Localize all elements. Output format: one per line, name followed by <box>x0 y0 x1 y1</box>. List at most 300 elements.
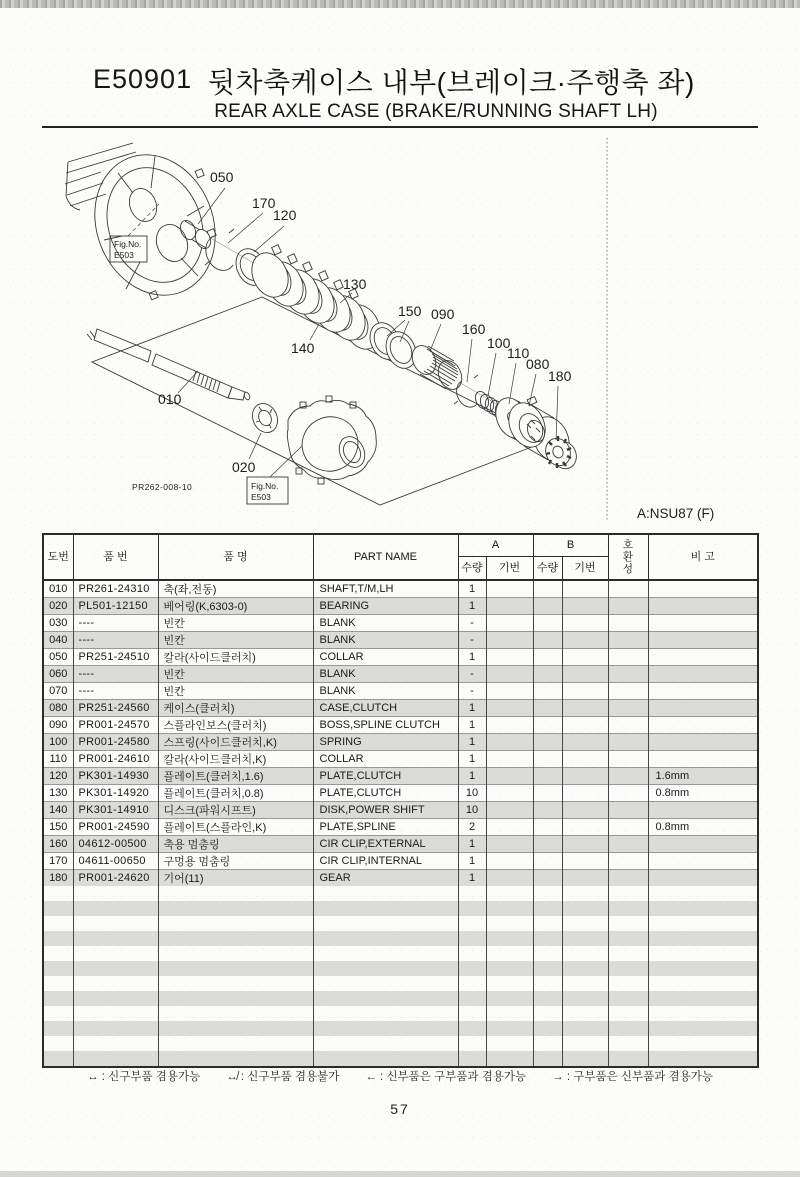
cell-part-name: PLATE,CLUTCH <box>313 785 458 802</box>
cell-qty-b <box>533 802 562 819</box>
cell-note <box>648 615 758 632</box>
cell-name-ko: 플레이트(클러치,1.6) <box>158 768 313 785</box>
drawing-number: PR262-008-10 <box>132 482 193 492</box>
empty-cell <box>562 961 608 976</box>
empty-cell <box>73 961 158 976</box>
empty-cell <box>608 976 648 991</box>
cell-no: 020 <box>43 598 73 615</box>
cell-serial-b <box>562 615 608 632</box>
cell-qty-b <box>533 683 562 700</box>
empty-cell <box>458 1051 486 1067</box>
cell-serial-b <box>562 853 608 870</box>
cell-name-ko: 플레이트(클러치,0.8) <box>158 785 313 802</box>
cell-serial-b <box>562 768 608 785</box>
cell-part-name: CIR CLIP,EXTERNAL <box>313 836 458 853</box>
cell-no: 150 <box>43 819 73 836</box>
empty-cell <box>562 1006 608 1021</box>
shaft-010-drawing <box>87 329 251 401</box>
cell-compat <box>608 666 648 683</box>
cell-part-no: ---- <box>73 615 158 632</box>
empty-cell <box>533 931 562 946</box>
cell-no: 090 <box>43 717 73 734</box>
cell-compat <box>608 683 648 700</box>
cell-compat <box>608 632 648 649</box>
callout-160: 160 <box>462 321 486 337</box>
cell-serial-b <box>562 580 608 598</box>
empty-cell <box>562 991 608 1006</box>
empty-table-row <box>43 1051 758 1067</box>
empty-cell <box>608 1051 648 1067</box>
cell-serial-a <box>486 870 533 887</box>
cell-part-no: PR251-24560 <box>73 700 158 717</box>
empty-cell <box>533 976 562 991</box>
empty-cell <box>458 1021 486 1036</box>
cell-part-no: PK301-14930 <box>73 768 158 785</box>
cell-compat <box>608 768 648 785</box>
cell-serial-a <box>486 666 533 683</box>
empty-cell <box>458 931 486 946</box>
cell-qty-b <box>533 666 562 683</box>
cell-part-no: PR251-24510 <box>73 649 158 666</box>
cell-part-no: PR001-24610 <box>73 751 158 768</box>
cell-no: 070 <box>43 683 73 700</box>
cell-note <box>648 700 758 717</box>
empty-cell <box>608 961 648 976</box>
legend-item: ↮ : 신구부품 겸용불가 <box>226 1071 340 1083</box>
empty-cell <box>648 916 758 931</box>
cell-name-ko: 칼라(사이드클러치) <box>158 649 313 666</box>
empty-cell <box>73 976 158 991</box>
cell-serial-b <box>562 785 608 802</box>
empty-cell <box>533 1006 562 1021</box>
table-row <box>43 615 758 632</box>
page-title-english: REAR AXLE CASE (BRAKE/RUNNING SHAFT LH) <box>214 101 658 122</box>
header-no: 도번 <box>43 534 73 580</box>
compatibility-legend <box>0 1068 800 1084</box>
empty-cell <box>608 931 648 946</box>
cell-qty-a: 1 <box>458 836 486 853</box>
cell-qty-a: 10 <box>458 785 486 802</box>
fig-no-value-1: E503 <box>114 250 134 260</box>
callout-020: 020 <box>232 459 256 475</box>
empty-table-row <box>43 1006 758 1021</box>
empty-cell <box>562 901 608 916</box>
cell-note <box>648 649 758 666</box>
cell-part-name: BLANK <box>313 632 458 649</box>
fig-no-value-2: E503 <box>251 492 271 502</box>
cell-serial-b <box>562 836 608 853</box>
table-row <box>43 751 758 768</box>
table-row <box>43 700 758 717</box>
legend-item: ← : 신부품은 구부품과 겸용가능 <box>365 1071 527 1083</box>
cell-serial-a <box>486 598 533 615</box>
fig-no-label-2: Fig.No. <box>251 481 279 491</box>
empty-cell <box>562 886 608 901</box>
empty-cell <box>43 1036 73 1051</box>
cell-name-ko: 빈칸 <box>158 615 313 632</box>
callout-050: 050 <box>210 169 234 185</box>
table-row <box>43 836 758 853</box>
cell-compat <box>608 819 648 836</box>
cell-part-name: PLATE,SPLINE <box>313 819 458 836</box>
empty-cell <box>458 991 486 1006</box>
empty-cell <box>158 901 313 916</box>
cell-part-no: ---- <box>73 632 158 649</box>
cell-note <box>648 836 758 853</box>
callout-150: 150 <box>398 303 422 319</box>
cell-name-ko: 스플라인보스(클러치) <box>158 717 313 734</box>
cell-compat <box>608 598 648 615</box>
empty-cell <box>73 931 158 946</box>
cell-qty-a: 1 <box>458 580 486 598</box>
axle-cover-drawing <box>287 396 376 484</box>
empty-cell <box>158 946 313 961</box>
cell-part-no: PR001-24580 <box>73 734 158 751</box>
empty-cell <box>313 946 458 961</box>
page-title-korean: 뒷차축케이스 내부(브레이크·주행축 좌) <box>208 67 695 98</box>
empty-table-row <box>43 886 758 901</box>
empty-table-row <box>43 1021 758 1036</box>
cell-serial-b <box>562 666 608 683</box>
cell-serial-a <box>486 768 533 785</box>
cell-serial-a <box>486 717 533 734</box>
empty-cell <box>458 946 486 961</box>
parts-table <box>42 533 759 1068</box>
cell-name-ko: 축용 멈춤링 <box>158 836 313 853</box>
empty-cell <box>313 886 458 901</box>
empty-cell <box>562 976 608 991</box>
cell-serial-b <box>562 751 608 768</box>
cell-name-ko: 빈칸 <box>158 632 313 649</box>
empty-cell <box>158 976 313 991</box>
empty-cell <box>43 961 73 976</box>
scan-edge-top <box>0 0 800 8</box>
cell-qty-a: 1 <box>458 751 486 768</box>
cell-note: 0.8mm <box>648 785 758 802</box>
empty-cell <box>313 976 458 991</box>
empty-cell <box>648 991 758 1006</box>
callout-120: 120 <box>273 207 297 223</box>
empty-cell <box>486 976 533 991</box>
cell-compat <box>608 717 648 734</box>
empty-table-row <box>43 976 758 991</box>
parts-table-body <box>43 580 758 1067</box>
header-group-a: A <box>458 534 533 557</box>
empty-cell <box>313 901 458 916</box>
cell-qty-b <box>533 649 562 666</box>
cell-serial-b <box>562 598 608 615</box>
page-number: 57 <box>390 1101 410 1117</box>
cell-qty-a: 1 <box>458 870 486 887</box>
cell-qty-b <box>533 785 562 802</box>
cell-qty-a: 1 <box>458 734 486 751</box>
cell-part-no: PL501-12150 <box>73 598 158 615</box>
empty-cell <box>486 961 533 976</box>
empty-cell <box>313 931 458 946</box>
cell-name-ko: 디스크(파워시프트) <box>158 802 313 819</box>
cell-serial-a <box>486 615 533 632</box>
empty-cell <box>648 1051 758 1067</box>
section-code: E50901 <box>93 64 193 94</box>
empty-cell <box>458 961 486 976</box>
cell-part-name: SHAFT,T/M,LH <box>313 580 458 598</box>
cell-note <box>648 751 758 768</box>
callout-170: 170 <box>252 195 276 211</box>
legend-item: → : 구부품은 신부품과 겸용가능 <box>552 1071 713 1083</box>
cell-name-ko: 칼라(사이드클러치,K) <box>158 751 313 768</box>
empty-table-row <box>43 931 758 946</box>
empty-cell <box>43 886 73 901</box>
empty-cell <box>562 1051 608 1067</box>
cell-part-name: DISK,POWER SHIFT <box>313 802 458 819</box>
empty-cell <box>313 1051 458 1067</box>
cell-serial-a <box>486 802 533 819</box>
cell-qty-a: 1 <box>458 853 486 870</box>
empty-cell <box>73 1021 158 1036</box>
cell-note <box>648 683 758 700</box>
empty-cell <box>158 886 313 901</box>
empty-cell <box>73 901 158 916</box>
cell-serial-b <box>562 802 608 819</box>
empty-cell <box>608 946 648 961</box>
header-part-name: PART NAME <box>313 534 458 580</box>
cell-qty-b <box>533 819 562 836</box>
cell-serial-b <box>562 632 608 649</box>
empty-cell <box>486 901 533 916</box>
axle-housing-drawing <box>65 137 236 314</box>
cell-serial-a <box>486 734 533 751</box>
cell-compat <box>608 802 648 819</box>
cell-compat <box>608 580 648 598</box>
cell-qty-a: 2 <box>458 819 486 836</box>
empty-cell <box>608 916 648 931</box>
empty-cell <box>73 886 158 901</box>
header-qty-a: 수량 <box>458 557 486 581</box>
empty-cell <box>43 931 73 946</box>
table-row <box>43 768 758 785</box>
empty-cell <box>158 1006 313 1021</box>
cell-qty-b <box>533 615 562 632</box>
empty-table-row <box>43 946 758 961</box>
callout-080: 080 <box>526 356 550 372</box>
cell-no: 100 <box>43 734 73 751</box>
cell-no: 010 <box>43 580 73 598</box>
empty-cell <box>313 991 458 1006</box>
cell-part-no: PK301-14910 <box>73 802 158 819</box>
cell-note <box>648 598 758 615</box>
callout-010: 010 <box>158 391 182 407</box>
cell-part-no: ---- <box>73 683 158 700</box>
empty-cell <box>533 916 562 931</box>
empty-cell <box>43 946 73 961</box>
cell-note <box>648 734 758 751</box>
cell-serial-a <box>486 683 533 700</box>
empty-table-row <box>43 901 758 916</box>
cell-qty-b <box>533 836 562 853</box>
cell-serial-a <box>486 580 533 598</box>
header-name-ko: 품 명 <box>158 534 313 580</box>
cell-qty-a: 1 <box>458 649 486 666</box>
empty-cell <box>313 1021 458 1036</box>
header-serial-a: 기번 <box>486 557 533 581</box>
cell-serial-a <box>486 819 533 836</box>
empty-cell <box>158 931 313 946</box>
cell-part-no: 04611-00650 <box>73 853 158 870</box>
table-row <box>43 598 758 615</box>
cell-serial-a <box>486 632 533 649</box>
callout-100: 100 <box>487 335 511 351</box>
cell-qty-b <box>533 751 562 768</box>
cell-note <box>648 632 758 649</box>
table-row <box>43 580 758 598</box>
table-row <box>43 870 758 887</box>
cell-note <box>648 870 758 887</box>
empty-cell <box>158 1036 313 1051</box>
cell-part-name: BLANK <box>313 666 458 683</box>
cell-part-name: CASE,CLUTCH <box>313 700 458 717</box>
empty-cell <box>158 961 313 976</box>
cell-compat <box>608 615 648 632</box>
cell-serial-b <box>562 819 608 836</box>
cell-part-no: 04612-00500 <box>73 836 158 853</box>
cell-qty-a: 1 <box>458 717 486 734</box>
cell-qty-b <box>533 717 562 734</box>
cell-part-name: BLANK <box>313 683 458 700</box>
cell-no: 180 <box>43 870 73 887</box>
cell-name-ko: 플레이트(스플라인,K) <box>158 819 313 836</box>
empty-cell <box>43 1021 73 1036</box>
cell-name-ko: 구멍용 멈춤링 <box>158 853 313 870</box>
empty-cell <box>486 1036 533 1051</box>
empty-cell <box>43 1006 73 1021</box>
empty-cell <box>158 916 313 931</box>
cell-no: 130 <box>43 785 73 802</box>
empty-cell <box>562 946 608 961</box>
cell-part-name: COLLAR <box>313 649 458 666</box>
empty-cell <box>608 991 648 1006</box>
header-group-b: B <box>533 534 608 557</box>
empty-cell <box>73 991 158 1006</box>
table-row <box>43 802 758 819</box>
empty-cell <box>43 991 73 1006</box>
callout-090: 090 <box>431 306 455 322</box>
empty-cell <box>562 931 608 946</box>
cell-serial-b <box>562 649 608 666</box>
cell-qty-a: 1 <box>458 700 486 717</box>
scan-edge-bottom <box>0 1171 800 1177</box>
table-row <box>43 785 758 802</box>
empty-cell <box>486 1006 533 1021</box>
cell-name-ko: 빈칸 <box>158 666 313 683</box>
empty-cell <box>73 1051 158 1067</box>
empty-table-row <box>43 961 758 976</box>
cell-compat <box>608 785 648 802</box>
empty-cell <box>533 1036 562 1051</box>
cell-part-name: CIR CLIP,INTERNAL <box>313 853 458 870</box>
header-serial-b: 기번 <box>562 557 608 581</box>
cell-part-no: PK301-14920 <box>73 785 158 802</box>
empty-cell <box>608 1006 648 1021</box>
empty-cell <box>562 1036 608 1051</box>
cell-part-no: ---- <box>73 666 158 683</box>
cell-serial-b <box>562 683 608 700</box>
cell-no: 170 <box>43 853 73 870</box>
table-row <box>43 819 758 836</box>
legend-item: ↔ : 신구부품 겸용가능 <box>87 1071 201 1083</box>
cell-qty-a: - <box>458 615 486 632</box>
cell-serial-a <box>486 853 533 870</box>
cell-no: 120 <box>43 768 73 785</box>
cell-qty-a: 1 <box>458 768 486 785</box>
empty-table-row <box>43 916 758 931</box>
empty-cell <box>648 1021 758 1036</box>
table-row <box>43 649 758 666</box>
empty-cell <box>158 1021 313 1036</box>
cell-note <box>648 717 758 734</box>
cell-qty-a: 10 <box>458 802 486 819</box>
table-row <box>43 717 758 734</box>
empty-cell <box>43 976 73 991</box>
clutch-stack-drawing <box>245 245 387 355</box>
cell-no: 080 <box>43 700 73 717</box>
cell-no: 030 <box>43 615 73 632</box>
cell-qty-a: - <box>458 683 486 700</box>
cell-compat <box>608 836 648 853</box>
empty-cell <box>533 991 562 1006</box>
empty-cell <box>458 886 486 901</box>
cell-no: 050 <box>43 649 73 666</box>
empty-cell <box>486 1021 533 1036</box>
callout-180: 180 <box>548 368 572 384</box>
header-part-no: 품 번 <box>73 534 158 580</box>
cell-serial-b <box>562 700 608 717</box>
cell-qty-b <box>533 768 562 785</box>
cell-name-ko: 스프링(사이드클러치,K) <box>158 734 313 751</box>
empty-cell <box>562 916 608 931</box>
empty-cell <box>533 901 562 916</box>
cell-qty-a: 1 <box>458 598 486 615</box>
empty-cell <box>486 1051 533 1067</box>
cell-name-ko: 빈칸 <box>158 683 313 700</box>
title-rule <box>42 126 758 128</box>
cell-qty-a: - <box>458 632 486 649</box>
cell-part-name: GEAR <box>313 870 458 887</box>
cell-part-name: BOSS,SPLINE CLUTCH <box>313 717 458 734</box>
header-note: 비 고 <box>648 534 758 580</box>
header-qty-b: 수량 <box>533 557 562 581</box>
cell-note <box>648 666 758 683</box>
empty-cell <box>313 916 458 931</box>
empty-cell <box>648 931 758 946</box>
table-row <box>43 666 758 683</box>
cell-name-ko: 기어(11) <box>158 870 313 887</box>
empty-cell <box>43 901 73 916</box>
cell-compat <box>608 870 648 887</box>
empty-cell <box>158 991 313 1006</box>
bearing-020-drawing <box>248 399 282 436</box>
cell-part-name: SPRING <box>313 734 458 751</box>
cell-qty-b <box>533 853 562 870</box>
empty-cell <box>533 1051 562 1067</box>
empty-cell <box>73 916 158 931</box>
cell-part-no: PR001-24590 <box>73 819 158 836</box>
model-ref-note: A:NSU87 (F) <box>637 506 715 521</box>
callout-110: 110 <box>507 345 530 361</box>
cell-note <box>648 853 758 870</box>
cell-compat <box>608 751 648 768</box>
cell-no: 160 <box>43 836 73 853</box>
empty-cell <box>608 1021 648 1036</box>
